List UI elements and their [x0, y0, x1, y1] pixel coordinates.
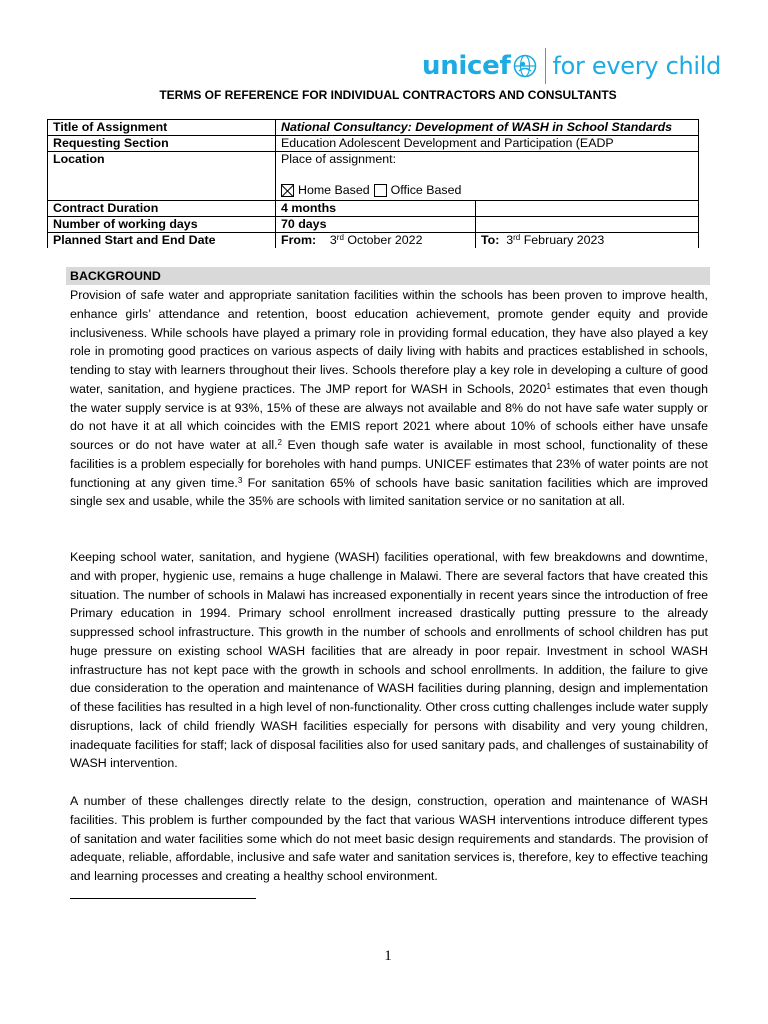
place-of-assignment-label: Place of assignment: [281, 152, 397, 166]
table-row [48, 233, 699, 249]
end-day: 3 [506, 233, 514, 247]
contract-duration-value: 4 months [276, 201, 476, 217]
start-date-rest: October 2022 [347, 233, 423, 247]
footnote-ref-3[interactable]: 3 [237, 475, 243, 485]
assignment-type-options [281, 182, 693, 198]
end-date-rest: February 2023 [523, 233, 605, 247]
unicef-globe-emblem-icon [513, 54, 537, 78]
background-paragraph-3: A number of these challenges directly relate to the design, construction, operation and maintenance of WASH facilities. This problem is further compounded by the fact that various WASH interventions introduce different types of sanitation and water facilities some which do not meet basic design requirements and standards. The provision of adequate, reliable, affordable, inclusive and safe water and sanitation services is, therefore, key to effective teaching and learning processes and creating a healthy school environment. [70, 794, 708, 883]
end-date-cell [476, 233, 699, 249]
paragraph-text: Even though safe water is available in most school, functionality of these facilities is a problem especially for boreholes with hand pumps. UNICEF estimates that 23% of water points are not functioning at any given time. [70, 438, 708, 490]
logo-divider [545, 48, 546, 84]
paragraph-text: estimates that even though the water supply service is at 93%, 15% of these are always not available and 8% do not have safe water supply or do not have it at all which coincides with the EMIS report 2021 where about 10% of schools either have unsafe sources or do not have water at all. [70, 381, 708, 452]
office-based-label: Office Based [390, 182, 462, 197]
end-day-suffix: rd [513, 233, 521, 242]
footnote-ref-1[interactable]: 1 [546, 381, 551, 391]
table-row [48, 152, 699, 201]
location-label: Location [48, 152, 276, 201]
office-based-checkbox[interactable] [374, 184, 387, 197]
start-day-suffix: rd [336, 233, 344, 242]
planned-dates-label: Planned Start and End Date [48, 233, 276, 249]
from-label: From: [281, 233, 317, 247]
requesting-section-value: Education Adolescent Development and Participation (EADP [276, 136, 699, 152]
table-row [48, 201, 699, 217]
working-days-label: Number of working days [48, 217, 276, 233]
page-number: 1 [384, 948, 392, 964]
assignment-details-table [47, 119, 699, 248]
empty-cell [476, 217, 699, 233]
start-date-cell [276, 233, 476, 249]
title-of-assignment-value: National Consultancy: Development of WASH in School Standards [276, 120, 699, 136]
background-paragraph-1 [70, 286, 708, 511]
table-row [48, 136, 699, 152]
logo-tagline: for every child [552, 52, 722, 80]
working-days-value: 70 days [276, 217, 476, 233]
to-label: To: [481, 233, 500, 247]
start-day: 3 [329, 233, 337, 247]
title-of-assignment-label: Title of Assignment [48, 120, 276, 136]
unicef-logo [422, 46, 721, 86]
location-cell [276, 152, 699, 201]
requesting-section-label: Requesting Section [48, 136, 276, 152]
table-row [48, 120, 699, 136]
paragraph-text: Provision of safe water and appropriate sanitation facilities within the schools has been proven to improve health, enhance girls’ attendance and retention, boost education achievement, promote gender equity and provide inclusiveness. While schools have played a primary role in providing formal education, they have also played a key role in promoting good practices on various aspects of daily living with habits and practices established in schools, tending to stay with learners throughout their lives. Schools therefore play a key role in developing a culture of good water, sanitation, and hygiene practices. The JMP report for WASH in Schools, 2020 [70, 288, 708, 396]
background-paragraph-2: Keeping school water, sanitation, and hygiene (WASH) facilities operational, with few breakdowns and downtime, and with proper, hygienic use, remains a huge challenge in Malawi. There are several factors that have created this situation. The number of schools in Malawi has increased exponentially in recent years since the introduction of free Primary education in 1994. Primary school enrollment increased drastically putting pressure to the already suppressed school infrastructure. This growth in the number of schools and enrollments of school children has put huge pressure on existing school WASH facilities that are already in poor repair. Investment in school WASH infrastructure has not kept pace with the growth in schools and school enrollments. In addition, the failure to give due consideration to the operation and maintenance of WASH facilities during planning, design and implementation of these facilities has resulted in a high level of non-functionality. Other cross cutting challenges include water supply disruptions, lack of child friendly WASH facilities especially for persons with disability and very young children, inadequate facilities for staff; lack of disposal facilities also for used sanitary pads, and challenges of sustainability of WASH intervention. [70, 550, 708, 771]
paragraph-text: For sanitation 65% of schools have basic sanitation facilities which are improved single sex and usable, while the 35% are schools with limited sanitation service or no sanitation at all. [70, 475, 708, 509]
table-row [48, 217, 699, 233]
footnote-ref-2[interactable]: 2 [277, 438, 282, 447]
footnote-separator [70, 898, 256, 899]
home-based-label: Home Based [298, 182, 370, 197]
home-based-checkbox[interactable] [281, 184, 294, 197]
logo-wordmark: unicef [422, 51, 511, 81]
contract-duration-label: Contract Duration [48, 201, 276, 217]
empty-cell [476, 201, 699, 217]
document-title: TERMS OF REFERENCE FOR INDIVIDUAL CONTRACTORS AND CONSULTANTS [159, 88, 617, 102]
background-heading: BACKGROUND [66, 267, 710, 285]
